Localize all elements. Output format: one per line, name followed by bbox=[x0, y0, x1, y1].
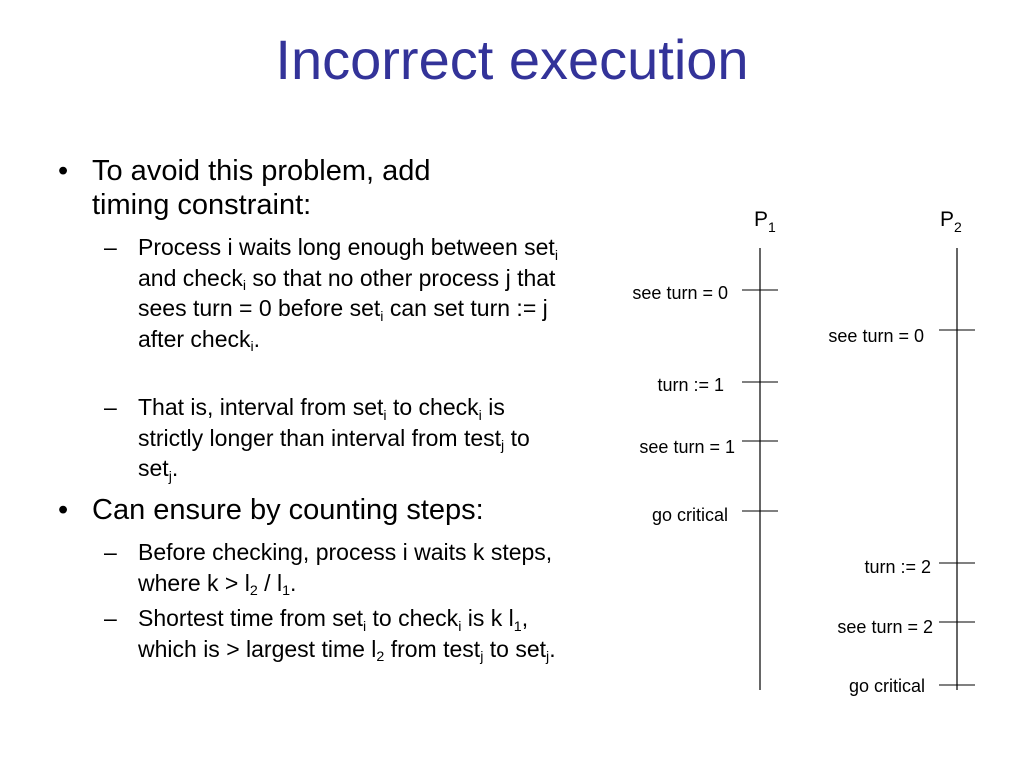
subscript: j bbox=[480, 649, 484, 666]
bullet-dot: • bbox=[58, 155, 69, 187]
subscript: i bbox=[478, 407, 482, 424]
p1-event-label: go critical bbox=[651, 505, 728, 525]
process-1-label: $P_1$ bbox=[754, 208, 776, 235]
bullet-dot: • bbox=[58, 494, 69, 526]
subscript: j bbox=[168, 468, 172, 485]
sub-bullet-2-2-text: Shortest time from set$_i$ to check$_i$ is k $l_1$, which is > largest time $l_2$ from test$_j$ to set$_j$. bbox=[138, 605, 556, 666]
subscript: 1 bbox=[282, 583, 291, 600]
subscript: 2 bbox=[249, 583, 258, 600]
sub-bullet-dash: – bbox=[104, 605, 117, 631]
sub-bullet-1-1-text: Process i waits long enough between set$_i$ and check$_i$ so that no other process j that sees turn = 0 before set$_i$ can set turn := j after check$_i$. bbox=[138, 234, 558, 356]
p2-event-label: see turn = 0 bbox=[828, 326, 924, 346]
sub-bullet-dash: – bbox=[104, 539, 117, 565]
subscript: i bbox=[554, 247, 558, 264]
subscript: j bbox=[546, 649, 550, 666]
sub-bullet-2-1-text: Before checking, process i waits k steps, where $k > l_2 / l_1$. bbox=[138, 539, 553, 600]
p1-event-label: see turn = 1 bbox=[639, 437, 735, 457]
process-2-label: $P_2$ bbox=[940, 208, 962, 235]
p1-event-label: see turn = 0 bbox=[632, 283, 728, 303]
subscript: i bbox=[362, 618, 367, 635]
subscript: 1 bbox=[513, 618, 522, 635]
slide-title: Incorrect execution bbox=[275, 28, 749, 91]
subscript: j bbox=[501, 438, 505, 455]
p2-event-label: turn := 2 bbox=[864, 557, 931, 577]
bullet-2-text: Can ensure by counting steps: bbox=[92, 494, 484, 526]
p2-event-label: go critical bbox=[848, 676, 925, 696]
subscript: i bbox=[458, 618, 462, 635]
subscript: i bbox=[380, 308, 384, 325]
subscript: i bbox=[250, 339, 254, 356]
sub-bullet-dash: – bbox=[104, 234, 117, 260]
sub-bullet-dash: – bbox=[104, 394, 117, 420]
p2-event-label: see turn = 2 bbox=[837, 617, 933, 637]
subscript: i bbox=[383, 407, 387, 424]
subscript: i bbox=[242, 278, 247, 295]
subscript: 2 bbox=[376, 649, 385, 666]
p1-event-label: turn := 1 bbox=[657, 375, 724, 395]
bullet-1-text: To avoid this problem, add timing constraint: bbox=[92, 155, 431, 221]
sub-bullet-1-2-text: That is, interval from set$_i$ to check$_i$ is strictly longer than interval from test$_j$ to set$_j$. bbox=[138, 394, 530, 485]
